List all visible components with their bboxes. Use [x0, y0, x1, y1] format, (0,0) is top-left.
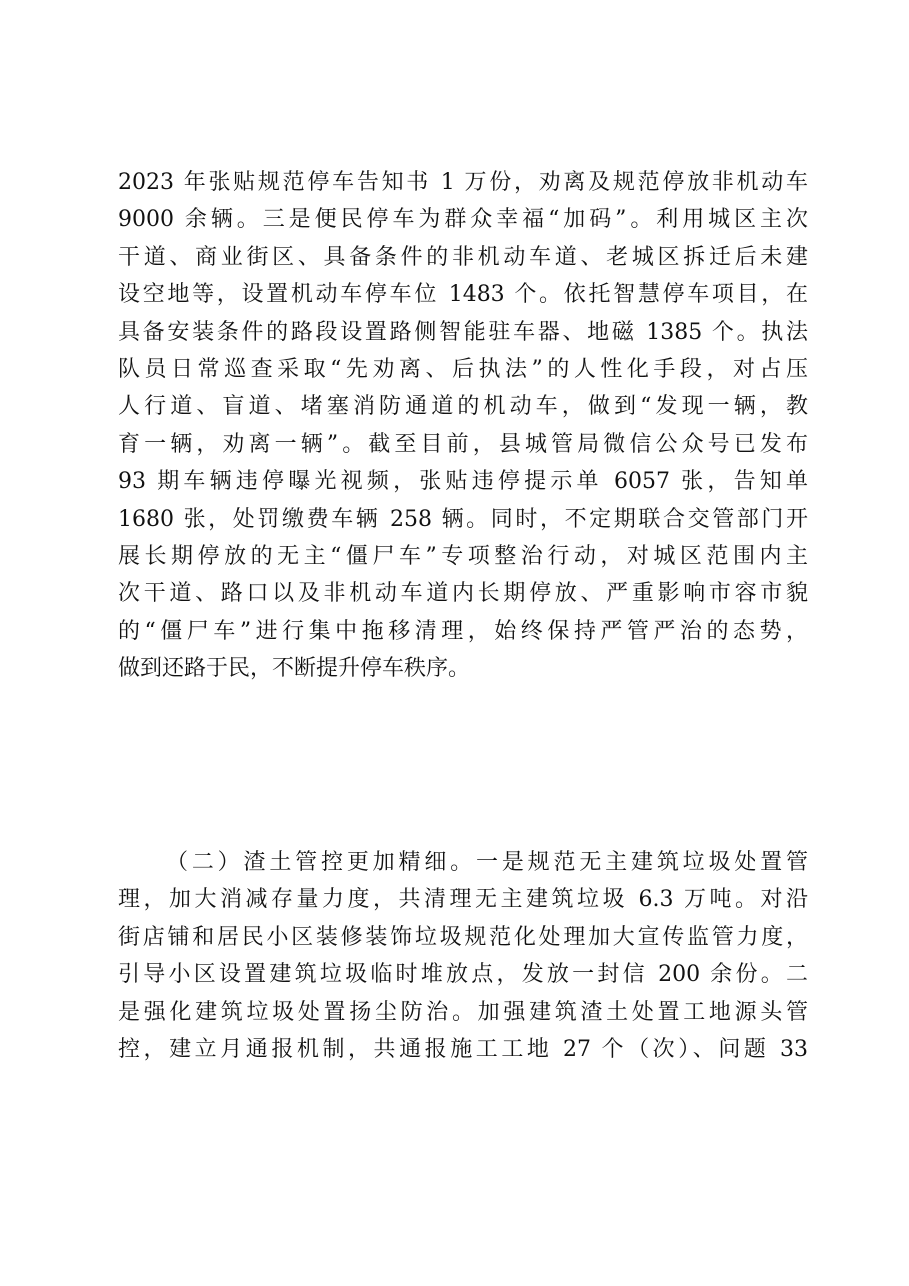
section-heading-line: （二）渣土管控更加精细。一是规范无主建筑垃圾处置管 — [166, 850, 808, 875]
paragraph-muck-control — [118, 844, 808, 1068]
paragraph-parking — [118, 164, 808, 687]
text-line: 干道、商业街区、具备条件的非机动车道、老城区拆迁后未建 — [118, 244, 808, 270]
text-line: 9000 余辆。三是便民停车为群众幸福“加码”。利用城区主次 — [118, 207, 808, 233]
text-line: 理，加大消减存量力度，共清理无主建筑垃圾 6.3 万吨。对沿 — [118, 887, 808, 913]
text-line: 具备安装条件的路段设置路侧智能驻车器、地磁 1385 个。执法 — [118, 319, 808, 345]
text-line: 的“僵尸车”进行集中拖移清理，始终保持严管严治的态势， — [118, 618, 808, 644]
text-line: 街店铺和居民小区装修装饰垃圾规范化处理加大宣传监管力度， — [118, 924, 808, 950]
text-line: 2023 年张贴规范停车告知书 1 万份，劝离及规范停放非机动车 — [118, 170, 808, 195]
text-line: 控，建立月通报机制，共通报施工工地 27 个（次）、问题 33 — [118, 1036, 808, 1062]
text-line: 展长期停放的无主“僵尸车”专项整治行动，对城区范围内主 — [118, 543, 808, 569]
text-line: 1680 张，处罚缴费车辆 258 辆。同时，不定期联合交管部门开 — [118, 506, 808, 532]
text-line: 是强化建筑垃圾处置扬尘防治。加强建筑渣土处置工地源头管 — [118, 999, 808, 1025]
text-line: 育一辆，劝离一辆”。截至目前，县城管局微信公众号已发布 — [118, 431, 808, 457]
text-line: 93 期车辆违停曝光视频，张贴违停提示单 6057 张，告知单 — [118, 469, 808, 495]
text-line: 人行道、盲道、堵塞消防通道的机动车，做到“发现一辆，教 — [118, 394, 808, 420]
text-line: 引导小区设置建筑垃圾临时堆放点，发放一封信 200 余份。二 — [118, 962, 808, 988]
text-line: 设空地等，设置机动车停车位 1483 个。依托智慧停车项目，在 — [118, 282, 808, 308]
text-line: 做到还路于民，不断提升停车秩序。 — [118, 656, 471, 682]
text-line: 次干道、路口以及非机动车道内长期停放、严重影响市容市貌 — [118, 581, 808, 607]
text-line: 队员日常巡查采取“先劝离、后执法”的人性化手段，对占压 — [118, 356, 808, 382]
